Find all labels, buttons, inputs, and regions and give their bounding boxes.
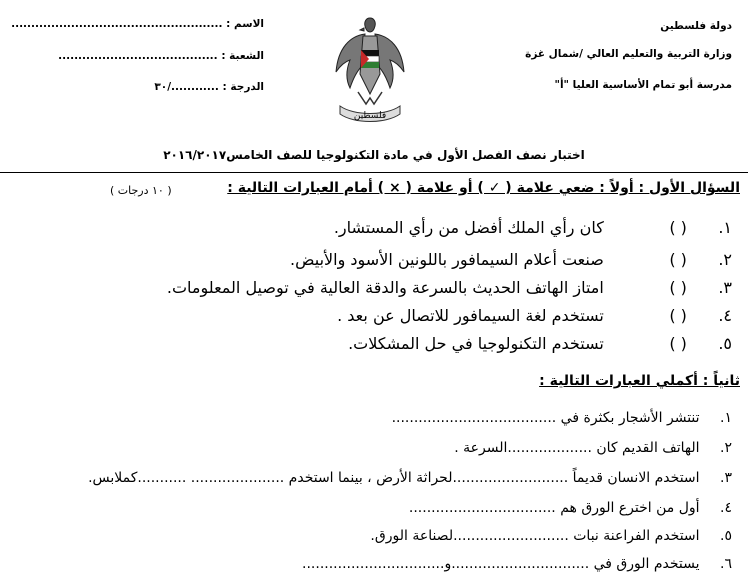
q2-item-number: ٣. (720, 470, 732, 486)
q2-item (409, 500, 732, 516)
q1-item-text: صنعت أعلام السيمافور باللونين الأسود والأبيض. (290, 250, 604, 269)
q1-item-number: ٢. (718, 250, 732, 269)
q1-item-text: تستخدم لغة السيمافور للاتصال عن بعد . (337, 306, 604, 325)
q2-item-text[interactable]: استخدم الانسان قديماً ..........................لحراثة الأرض ، بينما استخدم ..................... ...........كملابس. (88, 470, 700, 486)
division-dots: ........................................ (58, 50, 218, 62)
header-country: دولة فلسطين (660, 20, 732, 32)
palestine-emblem-icon (330, 14, 410, 130)
emblem-text: فلسطين (353, 111, 387, 121)
q2-item (302, 556, 732, 572)
q1-heading (227, 180, 740, 196)
q1-item-number: ٤. (718, 306, 732, 325)
division-label: الشعبة : (221, 50, 264, 62)
q2-item-text[interactable]: استخدم الفراعنة نبات ..........................لصناعة الورق. (370, 528, 700, 544)
q1-item-text: امتاز الهاتف الحديث بالسرعة والدقة العالية في توصيل المعلومات. (166, 278, 604, 297)
q1-marks: ( ١٠ درجات ) (110, 184, 172, 197)
q1-answer-box[interactable]: ( ) (669, 250, 687, 269)
q2-item (454, 440, 732, 456)
q1-item (334, 218, 732, 237)
grade-value: ............/٣٠ (154, 81, 219, 93)
q2-item (88, 470, 732, 486)
q1-item-number: ١. (718, 218, 732, 237)
grade-field (124, 81, 264, 93)
header-ministry: وزارة التربية والتعليم العالي /شمال غزة (525, 48, 732, 60)
q2-heading-text: ثانياً : أكملي العبارات التالية : (539, 373, 740, 389)
q2-item (370, 528, 732, 544)
q1-answer-box[interactable]: ( ) (669, 334, 687, 353)
q2-item-text[interactable]: تنتشر الأشجار بكثرة في ..................................... (391, 410, 700, 426)
q2-item (392, 410, 732, 426)
name-field (11, 18, 264, 30)
title-divider (0, 172, 748, 173)
q1-item (348, 334, 732, 353)
grade-label: الدرجة : (222, 81, 264, 93)
name-label: الاسم : (226, 18, 264, 30)
q2-item-text[interactable]: يستخدم الورق في ...............................و................................ (302, 556, 700, 572)
header-school: مدرسة أبو تمام الأساسية العليا "أ" (554, 79, 732, 91)
q1-item (337, 306, 732, 325)
division-field (58, 50, 264, 62)
name-dots: ..................................................... (11, 18, 223, 30)
q1-item (290, 250, 732, 269)
q1-answer-box[interactable]: ( ) (669, 278, 687, 297)
q1-heading-text: السؤال الأول : أولاً : ضعي علامة ( ✓ ) أو علامة ( × ) أمام العبارات التالية : (227, 180, 740, 196)
q2-item-number: ٦. (720, 556, 732, 572)
q1-item-number: ٥. (718, 334, 732, 353)
q1-answer-box[interactable]: ( ) (669, 306, 687, 325)
q2-item-text[interactable]: أول من اخترع الورق هم ................................. (408, 500, 700, 516)
q2-item-number: ٤. (720, 500, 732, 516)
q2-item-text[interactable]: الهاتف القديم كان ...................السرعة . (454, 440, 700, 456)
q1-item-text: تستخدم التكنولوجيا في حل المشكلات. (348, 334, 604, 353)
q2-item-number: ٥. (720, 528, 732, 544)
q1-item-number: ٣. (718, 278, 732, 297)
q2-item-number: ١. (720, 410, 732, 426)
exam-title: اختبار نصف الفصل الأول في مادة التكنولوجيا للصف الخامس٢٠١٦/٢٠١٧ (163, 148, 585, 162)
q1-item-text: كان رأي الملك أفضل من رأي المستشار. (333, 218, 604, 237)
q2-heading (539, 373, 740, 389)
q2-item-number: ٢. (720, 440, 732, 456)
q1-answer-box[interactable]: ( ) (669, 218, 687, 237)
q1-item (167, 278, 732, 297)
